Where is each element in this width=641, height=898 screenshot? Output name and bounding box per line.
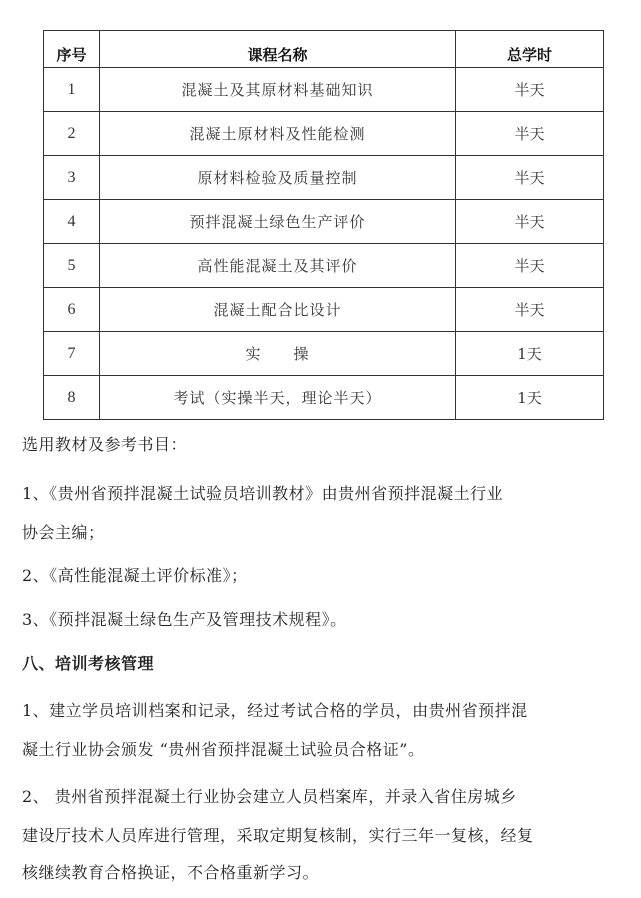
row-number: 7 [44, 332, 100, 376]
material-1-line-1: 1、《贵州省预拌混凝土试验员培训教材》由贵州省预拌混凝土行业 [22, 484, 504, 503]
item-1-line-2: 凝土行业协会颁发 “贵州省预拌混凝土试验员合格证”。 [22, 740, 425, 759]
table-row [44, 68, 604, 112]
row-hours: 1天 [456, 376, 604, 420]
row-number: 3 [44, 156, 100, 200]
row-course-name: 原材料检验及质量控制 [100, 156, 456, 200]
row-number: 8 [44, 376, 100, 420]
row-hours: 半天 [456, 68, 604, 112]
row-number: 5 [44, 244, 100, 288]
item-2-line-3: 核继续教育合格换证，不合格重新学习。 [22, 863, 320, 882]
material-2: 2、《高性能混凝土评价标准》； [22, 566, 248, 585]
row-hours: 1天 [456, 332, 604, 376]
row-course-name: 混凝土原材料及性能检测 [100, 112, 456, 156]
row-number: 4 [44, 200, 100, 244]
header-number: 序号 [44, 31, 100, 68]
header-course-name: 课程名称 [100, 31, 456, 68]
materials-title: 选用教材及参考书目： [22, 435, 188, 454]
row-course-name: 混凝土及其原材料基础知识 [100, 68, 456, 112]
row-hours: 半天 [456, 112, 604, 156]
row-hours: 半天 [456, 288, 604, 332]
row-course-name: 混凝土配合比设计 [100, 288, 456, 332]
row-course-name: 考试（实操半天，理论半天） [100, 376, 456, 420]
row-course-name: 高性能混凝土及其评价 [100, 244, 456, 288]
material-1-line-2: 协会主编； [22, 523, 105, 542]
section-8-heading: 八、培训考核管理 [22, 654, 155, 673]
table-row [44, 200, 604, 244]
table-row [44, 244, 604, 288]
row-number: 6 [44, 288, 100, 332]
course-table [43, 30, 604, 420]
table-row [44, 376, 604, 420]
table-row [44, 156, 604, 200]
header-total-hours: 总学时 [456, 31, 604, 68]
row-number: 2 [44, 112, 100, 156]
table-header-row [44, 31, 604, 68]
table-row [44, 112, 604, 156]
row-course-name: 预拌混凝土绿色生产评价 [100, 200, 456, 244]
table-row [44, 332, 604, 376]
row-course-name: 实 操 [100, 332, 456, 376]
table-row [44, 288, 604, 332]
material-3: 3、《预拌混凝土绿色生产及管理技术规程》。 [22, 610, 347, 629]
row-hours: 半天 [456, 156, 604, 200]
item-2-line-2: 建设厅技术人员库进行管理，采取定期复核制，实行三年一复核，经复 [22, 826, 534, 845]
row-hours: 半天 [456, 200, 604, 244]
item-1-line-1: 1、建立学员培训档案和记录，经过考试合格的学员，由贵州省预拌混 [22, 701, 528, 720]
item-2-line-1: 2、 贵州省预拌混凝土行业协会建立人员档案库，并录入省住房城乡 [22, 787, 517, 806]
row-number: 1 [44, 68, 100, 112]
row-hours: 半天 [456, 244, 604, 288]
